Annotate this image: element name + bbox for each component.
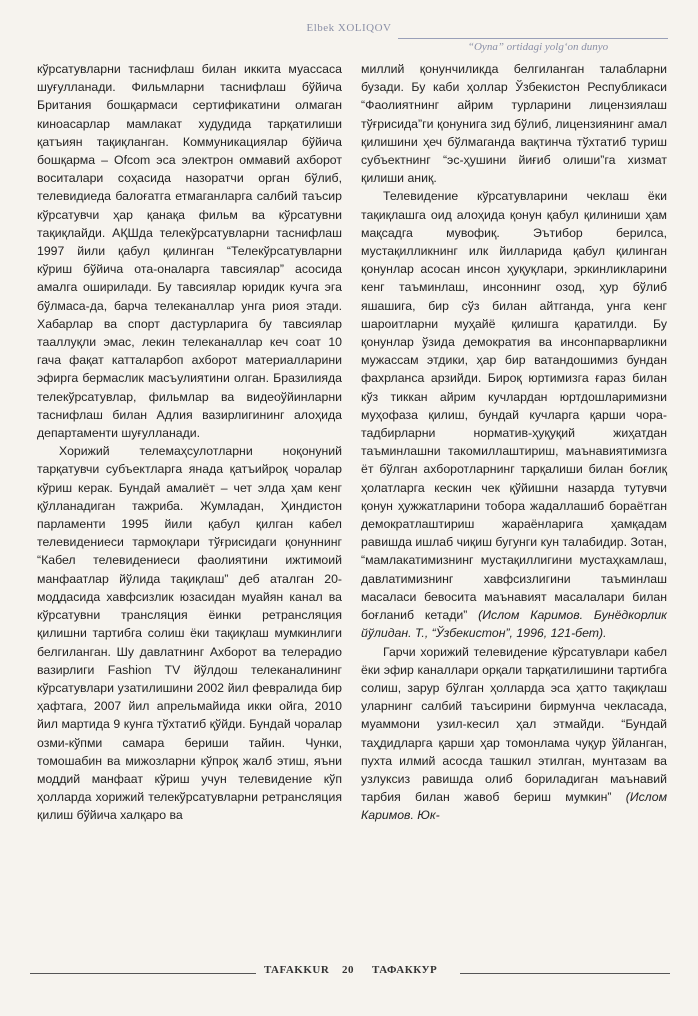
- paragraph-text: Телевидение кўрсатувларини чеклаш ёки тақиқлашга оид алоҳида қонун қабул қилиниши ҳам мақсадга мувофиқ. Эътибор берилса, мустақилликнинг илк йилларида қабул қилинган қонунлар асосан инсон ҳуқуқлари, эркинликларини кенг таъминлаш, инсоннинг озод, ҳур бўлиб яшашига, бир сўз билан айтганда, унга кенг шароитларни муҳайё қилишга қаратилди. Бу қонунлар ўзида демократия ва инсонпарварликни мужассам этдики, ҳар бир ватандошимиз бундан фахрланса арзийди. Бироқ юртимизга ғараз билан кўз тиккан айрим кучлардан юртдошларимизни муҳофаза қилиш, бундай кучларга қарши чора-тадбирларни норматив-ҳуқуқий жиҳатдан таъминлашни такомиллаштириш, маънавиятимизга ёт бўлган ахборотларнинг тарқалиши билан боғлиқ ҳолатларга кескин чек қўйишни назарда тутувчи қонун ҳужжатларини тобора жадаллашиб бораётган демократлаштириш жараёнларига ҳамқадам равишда ишлаб чиқиш бугунги кун талабидир. Зотан, “мамлакатимизнинг мустақиллигини мустаҳкамлаш, давлатимизнинг хавфсизлигини таъминлаш масаласи бевосита маънавият масалалари билан боғланиб кетади”: [361, 189, 667, 623]
- running-header: [0, 22, 698, 34]
- page-number: 20: [342, 964, 354, 976]
- left-column: [37, 60, 342, 825]
- paragraph-text: Гарчи хорижий телевидение кўрсатувлари кабел ёки эфир каналлари орқали тарқатилишини тартибга солиш, зарур бўлган ҳолларда эса ҳатто тақиқлаш уларнинг салбий таъсирини бирмунча чекласада, муаммони узил-кесил ҳал этмайди. “Бундай таҳдидларга қарши ҳар томонлама чуқур ўйланган, пухта илмий асосда ташкил этилган, мунтазам ва узлуксиз равишда олиб бориладиган маънавий тарбия билан жавоб бериш мумкин”: [361, 644, 667, 805]
- paragraph: Хорижий телемаҳсулотларни ноқонуний тарқатувчи субъектларга янада қатъийроқ чоралар кўриш керак. Бундай амалиёт – чет элда ҳам кенг қўлланадиган тажриба. Жумладан, Ҳиндистон парламенти 1995 йили қабул қилган кабел телевидениеси тармоқлари тўғрисидаги қонуннинг “Кабел телевидениеси фаолиятини ижтимоий манфаатлар йўлида тақиқлаш” деб аталган 20-моддасида хавфсизлик юзасидан муайян канал ва кўрсатувни трансляция ёинки ретрансляция қилишни тартибга солиш ёки тақиқлаш мумкинлиги белгиланган. Шу давлатнинг Ахборот ва телерадио вазирлиги Fashion TV йўлдош телеканалининг кўрсатувлари узатилишини 2002 йил февралида бир ҳафтага, 2007 йил апрельмайида икки ойга, 2010 йил мартида 9 кунга тўхтатиб қўйди. Бундай чоралар озми-кўпми самара бериши тайин. Чунки, томошабин ва мижозларни кўпроқ жалб этиш, яъни моддий манфаат кўриш учун телевидение кўп ҳолларда хорижий телекўрсатувларни ретрансляция қилиш бўйича халқаро ва: [37, 444, 342, 823]
- citation: (Ислом Каримов. Юк-: [361, 790, 667, 823]
- paragraph: кўрсатувларни таснифлаш билан иккита муассаса шуғулланади. Фильмларни таснифлаш бўйича Британия бошқармаси сертификатини олмаган киноасарлар мамлакат худудида тарқатилиши қатъиян тақиқланган. Коммуникациялар бўйича бошқарма – Ofcom эса электрон оммавий ахборот воситалари соҳасида назоратчи орган бўлиб, телевидиеда балоғатга етмаганларга салбий таъсир кўрсатувчи ҳар қанақа фильм ва кўрсатувни тақиқлайди. АҚШда телекўрсатувларни таснифлаш 1997 йили қабул қилинган “Телекўрсатувларни кўриш бўйича ота-оналарга тавсиялар” асосида амалга оширилади. Бу тавсиялар юридик кучга эга бўлмаса-да, барча телеканаллар унга риоя этади. Хабарлар ва спорт дастурларига бу тавсиялар тааллуқли эмас, лекин телеканаллар кеч соат 10 гача фақат катталарбоп ахборот материалларини эфирга бермаслик масъулиятини олган. Бразилияда телекўрсатувлар, фильмлар ва видеоўйинларни таснифлаш билан Адлия вазирлигининг алоҳида департаменти шуғулланади.: [37, 62, 342, 441]
- header-author: Elbek XOLIQOV: [306, 22, 392, 34]
- paragraph: [361, 643, 667, 825]
- right-column: [361, 60, 667, 825]
- paragraph: миллий қонунчиликда белгиланган талабларни бузади. Бу каби ҳоллар Ўзбекистон Республикаси “Фаолиятнинг айрим турларини лицензиялаш тўғрисида”ги қонунига зид бўлиб, лицензиянинг амал қилишини ҳеч бўлмаганда вақтинча тўхтатиб туриш субъектнинг “эс-ҳушини йиғиб олиши”га хизмат қилиши аниқ.: [361, 62, 667, 186]
- footer-rule-left: [30, 973, 256, 974]
- page-footer: [30, 964, 670, 984]
- footer-rule-right: [460, 973, 670, 974]
- paragraph: [361, 187, 667, 642]
- header-rule: [398, 38, 668, 39]
- citation: (Ислом Каримов. Бунёдкорлик йўлидан. Т., “Ўзбекистон”, 1996, 121-бет).: [361, 608, 667, 641]
- header-subtitle: “Oyna” ortidagi yolg‘on dunyo: [467, 41, 609, 53]
- footer-magazine-latin: TAFAKKUR: [264, 964, 330, 976]
- footer-magazine-cyrillic: ТАФАККУР: [372, 964, 438, 976]
